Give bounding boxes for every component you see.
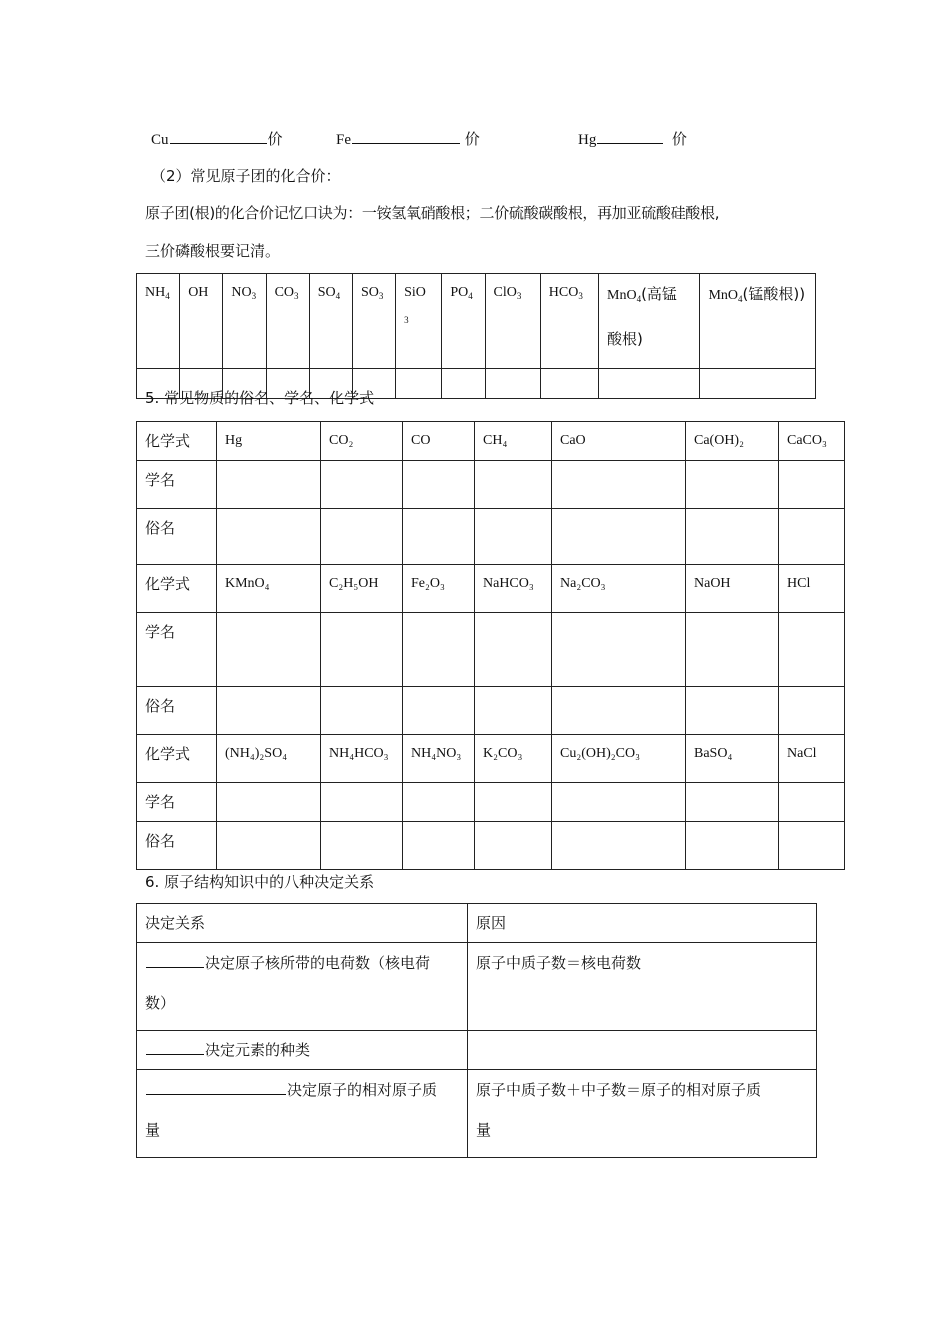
radical-header: $NH_4$ <box>137 274 180 369</box>
formula-cell: NH₄HCO₃ <box>321 735 403 783</box>
row-label-common-name: 俗名 <box>137 509 217 565</box>
row-label-formula: 化学式 <box>137 735 217 783</box>
formula-cell: NaCl <box>779 735 845 783</box>
valence-hg-symbol: Hg <box>578 132 597 148</box>
radical-header: $HCO_3$ <box>540 274 598 369</box>
answer-cell[interactable] <box>403 687 475 735</box>
valence-cu-symbol: Cu <box>151 132 169 148</box>
valence-fe <box>336 128 480 149</box>
answer-cell[interactable] <box>217 509 321 565</box>
valence-hg-blank[interactable] <box>597 129 663 144</box>
answer-cell[interactable] <box>686 613 779 687</box>
answer-cell[interactable] <box>779 509 845 565</box>
answer-cell[interactable] <box>321 687 403 735</box>
valence-fe-suffix: 价 <box>464 130 480 148</box>
answer-cell[interactable] <box>321 783 403 822</box>
reason-cell: 原子中质子数＋中子数＝原子的相对原子质 量 <box>468 1070 817 1158</box>
answer-cell[interactable] <box>475 687 552 735</box>
answer-cell[interactable] <box>779 461 845 509</box>
answer-cell[interactable] <box>321 822 403 870</box>
formula-cell: NaOH <box>686 565 779 613</box>
formula-cell: NaHCO₃ <box>475 565 552 613</box>
valence-fe-blank[interactable] <box>352 129 460 144</box>
radical-header: $NO_3$ <box>223 274 266 369</box>
valence-line <box>151 128 283 149</box>
row-label-sci-name: 学名 <box>137 783 217 822</box>
formula-cell: CaO <box>552 422 686 461</box>
row-label-sci-name: 学名 <box>137 461 217 509</box>
relation-blank[interactable] <box>146 1040 204 1055</box>
answer-cell[interactable] <box>552 461 686 509</box>
formula-cell: (NH₄)₂SO₄ <box>217 735 321 783</box>
relation-cell: 决定原子的相对原子质 量 <box>137 1070 468 1158</box>
row-label-formula: 化学式 <box>137 565 217 613</box>
answer-cell[interactable] <box>217 613 321 687</box>
formula-cell: K₂CO₃ <box>475 735 552 783</box>
answer-cell[interactable] <box>475 461 552 509</box>
row-label-sci-name: 学名 <box>137 613 217 687</box>
formula-cell: CaCO₃ <box>779 422 845 461</box>
answer-cell[interactable] <box>321 461 403 509</box>
radicals-heading: （2）常见原子团的化合价： <box>151 167 341 185</box>
radical-header: MnO$_4$(高锰酸根) <box>599 274 700 369</box>
radical-valence-cell[interactable] <box>396 369 442 399</box>
answer-cell[interactable] <box>217 783 321 822</box>
answer-cell[interactable] <box>686 687 779 735</box>
radical-header: $PO_4$ <box>442 274 485 369</box>
answer-cell[interactable] <box>552 822 686 870</box>
formula-cell: Ca(OH)₂ <box>686 422 779 461</box>
answer-cell[interactable] <box>403 822 475 870</box>
section5-title: 5. 常见物质的俗名、学名、化学式 <box>145 389 375 407</box>
mnemonic-line-2: 三价磷酸根要记清。 <box>145 242 281 260</box>
formula-cell: Hg <box>217 422 321 461</box>
answer-cell[interactable] <box>552 687 686 735</box>
row-label-common-name: 俗名 <box>137 822 217 870</box>
substances-table <box>136 421 845 870</box>
formula-cell: Fe₂O₃ <box>403 565 475 613</box>
formula-cell: CO <box>403 422 475 461</box>
formula-cell: Cu₂(OH)₂CO₃ <box>552 735 686 783</box>
reason-cell[interactable] <box>468 1031 817 1070</box>
answer-cell[interactable] <box>403 461 475 509</box>
section6-title: 6. 原子结构知识中的八种决定关系 <box>145 873 375 891</box>
answer-cell[interactable] <box>403 783 475 822</box>
relations-header-col1: 决定关系 <box>137 904 468 943</box>
answer-cell[interactable] <box>686 822 779 870</box>
answer-cell[interactable] <box>686 461 779 509</box>
answer-cell[interactable] <box>779 613 845 687</box>
answer-cell[interactable] <box>403 509 475 565</box>
relation-blank[interactable] <box>146 1080 286 1095</box>
relation-cell: 决定原子核所带的电荷数（核电荷 数） <box>137 943 468 1031</box>
answer-cell[interactable] <box>217 822 321 870</box>
radical-header: OH <box>180 274 223 369</box>
radical-header: SiO $_3$ <box>396 274 442 369</box>
answer-cell[interactable] <box>403 613 475 687</box>
radical-valence-cell[interactable] <box>442 369 485 399</box>
answer-cell[interactable] <box>217 461 321 509</box>
answer-cell[interactable] <box>475 613 552 687</box>
formula-cell: C₂H₅OH <box>321 565 403 613</box>
formula-cell: HCl <box>779 565 845 613</box>
mnemonic-line-1: 原子团(根)的化合价记忆口诀为：一铵氢氧硝酸根；二价硫酸碳酸根，再加亚硫酸硅酸根, <box>145 204 720 222</box>
answer-cell[interactable] <box>552 509 686 565</box>
formula-cell: BaSO₄ <box>686 735 779 783</box>
radical-header: $CO_3$ <box>266 274 309 369</box>
answer-cell[interactable] <box>475 783 552 822</box>
answer-cell[interactable] <box>686 509 779 565</box>
formula-cell: Na₂CO₃ <box>552 565 686 613</box>
radical-header: $SO_4$ <box>309 274 352 369</box>
answer-cell[interactable] <box>321 613 403 687</box>
answer-cell[interactable] <box>475 509 552 565</box>
formula-cell: CO₂ <box>321 422 403 461</box>
answer-cell[interactable] <box>217 687 321 735</box>
answer-cell[interactable] <box>552 783 686 822</box>
reason-cell: 原子中质子数＝核电荷数 <box>468 943 817 1031</box>
radical-valence-cell[interactable] <box>700 369 816 399</box>
radical-header: ClO$_3$ <box>485 274 540 369</box>
valence-cu-suffix: 价 <box>267 130 283 148</box>
relations-header-col2: 原因 <box>468 904 817 943</box>
row-label-formula: 化学式 <box>137 422 217 461</box>
answer-cell[interactable] <box>552 613 686 687</box>
answer-cell[interactable] <box>475 822 552 870</box>
answer-cell[interactable] <box>686 783 779 822</box>
radical-header: MnO$_4$(锰酸根)) <box>700 274 816 369</box>
row-label-common-name: 俗名 <box>137 687 217 735</box>
radical-header: $SO_3$ <box>352 274 395 369</box>
radical-valence-cell[interactable] <box>540 369 598 399</box>
valence-fe-symbol: Fe <box>336 132 351 148</box>
valence-hg-suffix: 价 <box>671 130 687 148</box>
relation-cell: 决定元素的种类 <box>137 1031 468 1070</box>
radicals-table <box>136 273 816 399</box>
answer-cell[interactable] <box>779 783 845 822</box>
relations-table <box>136 903 817 1158</box>
radical-valence-cell[interactable] <box>599 369 700 399</box>
relation-blank[interactable] <box>146 953 204 968</box>
valence-cu-blank[interactable] <box>170 129 267 144</box>
formula-cell: KMnO₄ <box>217 565 321 613</box>
answer-cell[interactable] <box>779 687 845 735</box>
radical-valence-cell[interactable] <box>485 369 540 399</box>
answer-cell[interactable] <box>321 509 403 565</box>
formula-cell: NH₄NO₃ <box>403 735 475 783</box>
formula-cell: CH₄ <box>475 422 552 461</box>
valence-hg <box>578 128 687 149</box>
answer-cell[interactable] <box>779 822 845 870</box>
